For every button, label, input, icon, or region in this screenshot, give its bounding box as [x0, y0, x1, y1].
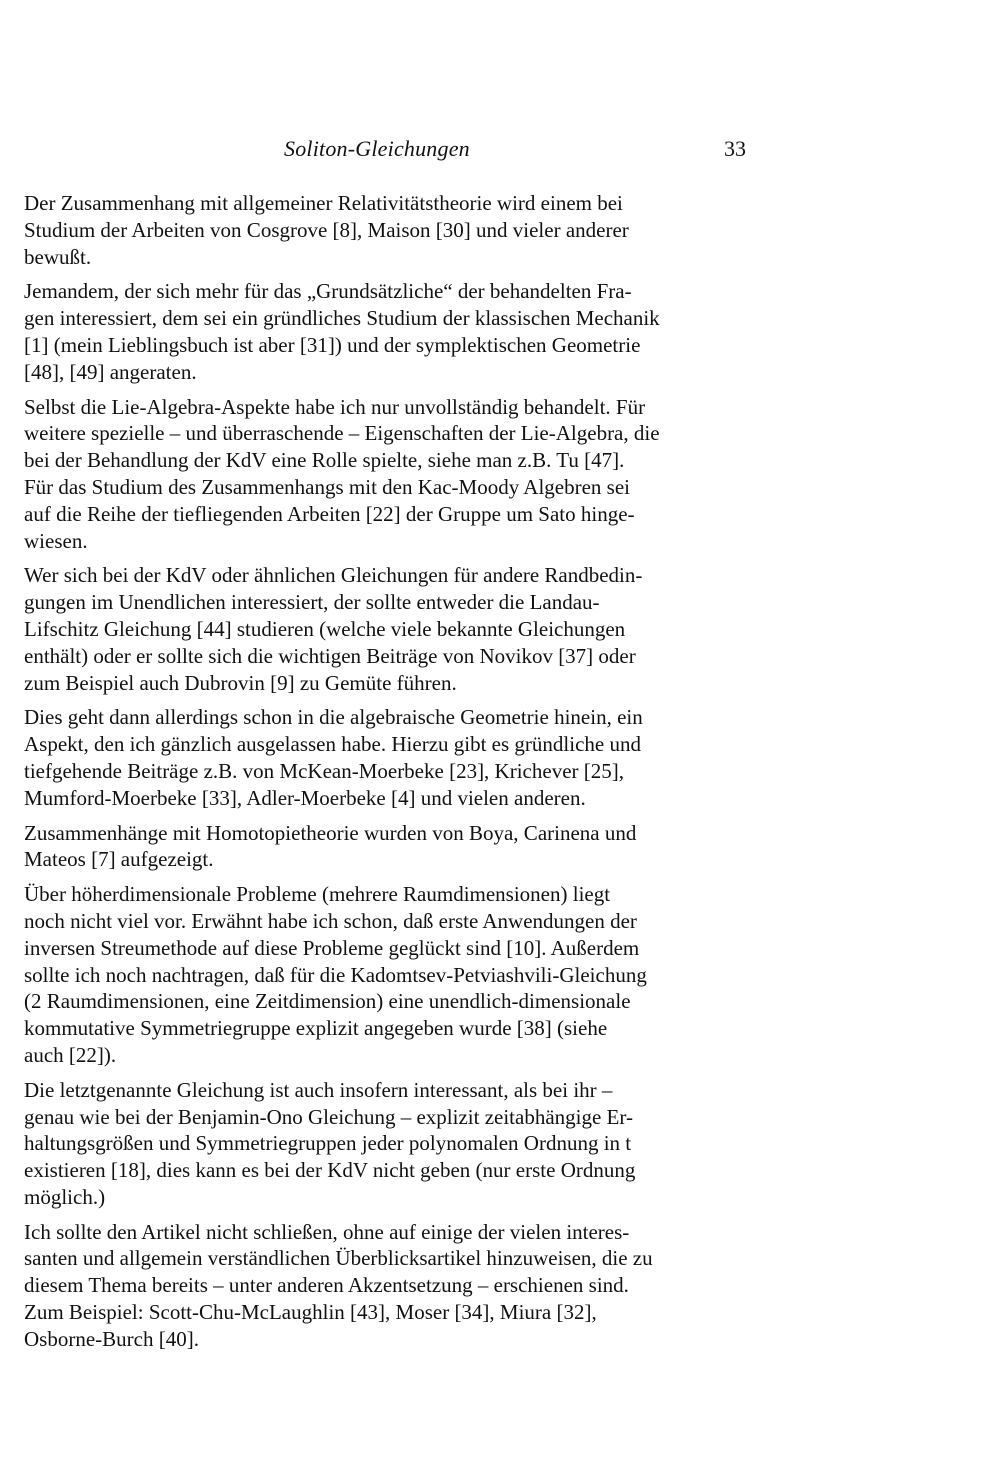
- paragraph-8: [24, 1077, 754, 1211]
- text-line: Wer sich bei der KdV oder ähnlichen Gleichungen für andere Randbedin-: [24, 563, 643, 588]
- text-line: diesem Thema bereits – unter anderen Akzentsetzung – erschienen sind.: [24, 1273, 629, 1298]
- text-line: wiesen.: [24, 528, 88, 553]
- paragraph-4: [24, 562, 754, 696]
- text-line: zum Beispiel auch Dubrovin [9] zu Gemüte führen.: [24, 670, 457, 695]
- paragraph-7: [24, 881, 754, 1069]
- page-number: 33: [724, 136, 746, 161]
- text-line: Für das Studium des Zusammenhangs mit den Kac-Moody Algebren sei: [24, 474, 630, 499]
- text-line: bei der Behandlung der KdV eine Rolle spielte, siehe man z.B. Tu [47].: [24, 448, 625, 473]
- text-line: Lifschitz Gleichung [44] studieren (welche viele bekannte Gleichungen: [24, 616, 626, 641]
- paragraph-5: [24, 704, 754, 811]
- text-line: noch nicht viel vor. Erwähnt habe ich schon, daß erste Anwendungen der: [24, 908, 637, 933]
- running-title: Soliton-Gleichungen: [284, 136, 470, 161]
- text-line: gungen im Unendlichen interessiert, der sollte entweder die Landau-: [24, 590, 600, 615]
- text-line: Zusammenhänge mit Homotopietheorie wurden von Boya, Carinena und: [24, 820, 637, 845]
- text-line: bewußt.: [24, 244, 92, 269]
- text-line: santen und allgemein verständlichen Überblicksartikel hinzuweisen, die zu: [24, 1246, 653, 1271]
- text-line: haltungsgrößen und Symmetriegruppen jeder polynomalen Ordnung in t: [24, 1131, 632, 1156]
- text-line: Osborne-Burch [40].: [24, 1326, 199, 1351]
- text-line: kommutative Symmetriegruppe explizit angegeben wurde [38] (siehe: [24, 1016, 608, 1041]
- text-line: Selbst die Lie-Algebra-Aspekte habe ich nur unvollständig behandelt. Für: [24, 394, 646, 419]
- paragraph-9: [24, 1219, 754, 1353]
- text-line: Jemandem, der sich mehr für das „Grundsätzliche“ der behandelten Fra-: [24, 279, 632, 304]
- text-line: gen interessiert, dem sei ein gründliches Studium der klassischen Mechanik: [24, 306, 660, 331]
- text-line: Aspekt, den ich gänzlich ausgelassen habe. Hierzu gibt es gründliche und: [24, 732, 641, 757]
- text-line: weitere spezielle – und überraschende – Eigenschaften der Lie-Algebra, die: [24, 421, 660, 446]
- text-line: [48], [49] angeraten.: [24, 359, 197, 384]
- text-line: inversen Streumethode auf diese Probleme geglückt sind [10]. Außerdem: [24, 935, 640, 960]
- text-line: Zum Beispiel: Scott-Chu-McLaughlin [43], Moser [34], Miura [32],: [24, 1300, 597, 1325]
- text-line: möglich.): [24, 1184, 106, 1209]
- text-line: (2 Raumdimensionen, eine Zeitdimension) eine unendlich-dimensionale: [24, 989, 631, 1014]
- text-line: Mumford-Moerbeke [33], Adler-Moerbeke [4] und vielen anderen.: [24, 785, 586, 810]
- text-line: genau wie bei der Benjamin-Ono Gleichung – explizit zeitabhängige Er-: [24, 1104, 633, 1129]
- text-line: auch [22]).: [24, 1042, 117, 1067]
- running-head: [22, 136, 750, 168]
- paragraph-1: [24, 190, 754, 270]
- text-line: Studium der Arbeiten von Cosgrove [8], Maison [30] und vieler anderer: [24, 217, 629, 242]
- text-line: Die letztgenannte Gleichung ist auch insofern interessant, als bei ihr –: [24, 1077, 613, 1102]
- text-line: Ich sollte den Artikel nicht schließen, ohne auf einige der vielen interes-: [24, 1219, 630, 1244]
- text-line: enthält) oder er sollte sich die wichtigen Beiträge von Novikov [37] oder: [24, 643, 636, 668]
- text-line: sollte ich noch nachtragen, daß für die Kadomtsev-Petviashvili-Gleichung: [24, 962, 647, 987]
- text-line: auf die Reihe der tiefliegenden Arbeiten [22] der Gruppe um Sato hinge-: [24, 501, 635, 526]
- text-line: Der Zusammenhang mit allgemeiner Relativitätstheorie wird einem bei: [24, 191, 623, 215]
- text-line: Über höherdimensionale Probleme (mehrere Raumdimensionen) liegt: [24, 882, 611, 907]
- body-text: [24, 190, 754, 1361]
- text-line: tiefgehende Beiträge z.B. von McKean-Moerbeke [23], Krichever [25],: [24, 758, 624, 783]
- text-line: Dies geht dann allerdings schon in die algebraische Geometrie hinein, ein: [24, 705, 643, 730]
- paragraph-2: [24, 278, 754, 385]
- text-line: Mateos [7] aufgezeigt.: [24, 847, 214, 872]
- paragraph-3: [24, 394, 754, 555]
- text-line: existieren [18], dies kann es bei der KdV nicht geben (nur erste Ordnung: [24, 1158, 636, 1183]
- text-line: [1] (mein Lieblingsbuch ist aber [31]) und der symplektischen Geometrie: [24, 332, 641, 357]
- paragraph-6: [24, 820, 754, 874]
